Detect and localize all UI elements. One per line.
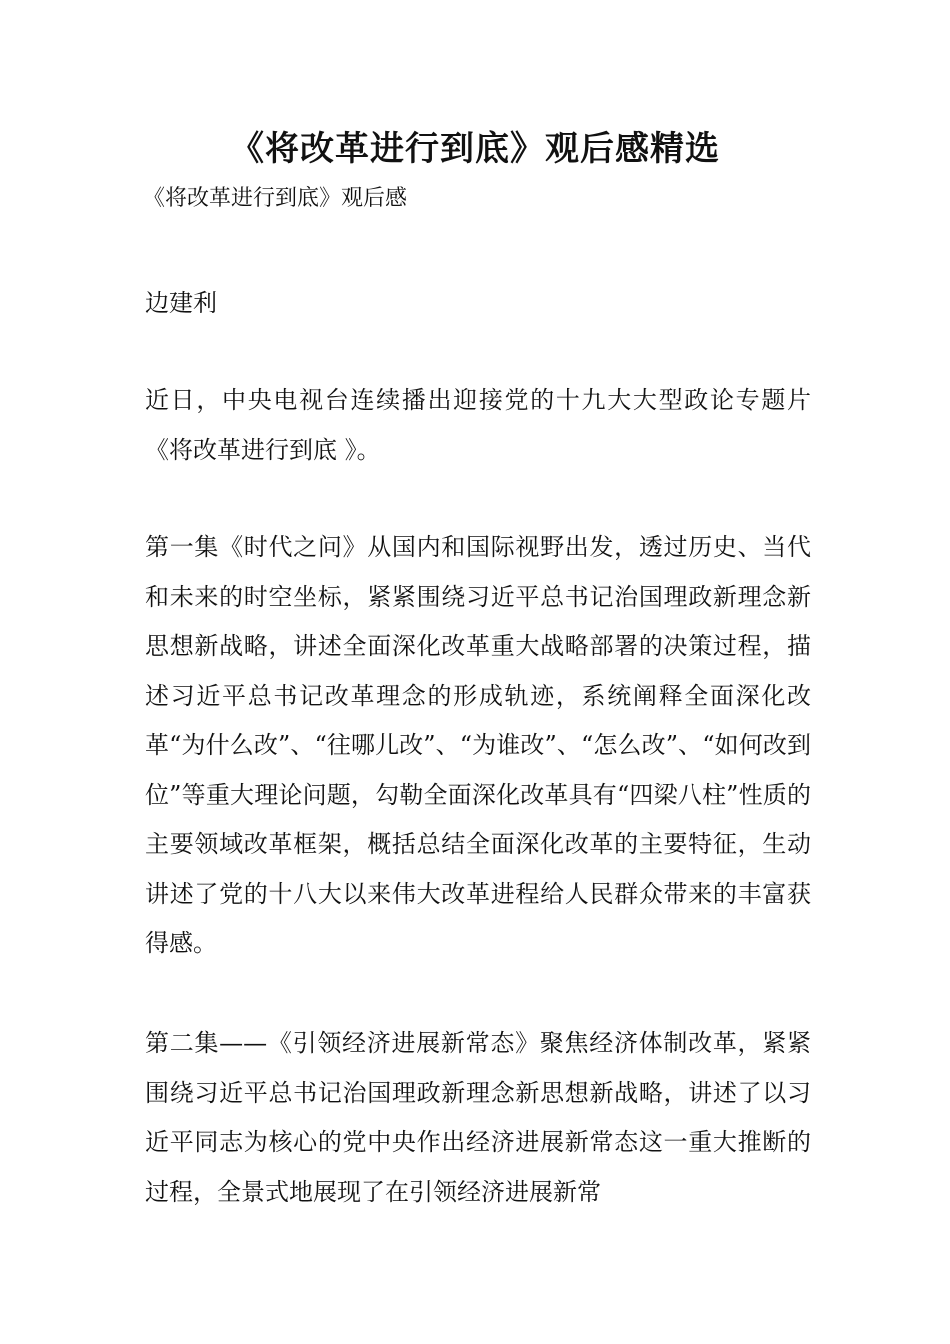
- paragraph-episode-two: 第二集——《引领经济进展新常态》聚焦经济体制改革，紧紧围绕习近平总书记治国理政新理念新思想新战略，讲述了以习近平同志为核心的党中央作出经济进展新常态这一重大推断的过程，全景式地展现了在引领经济进展新常: [145, 1029, 811, 1206]
- document-title: 《将改革进行到底》观后感精选: [230, 129, 720, 169]
- document-subtitle: 《将改革进行到底》观后感: [143, 186, 408, 211]
- author-name: 边建利: [145, 289, 217, 317]
- paragraph-episode-one: 第一集《时代之问》从国内和国际视野出发，透过历史、当代和未来的时空坐标，紧紧围绕习近平总书记治国理政新理念新思想新战略，讲述全面深化改革重大战略部署的决策过程，描述习近平总书记改革理念的形成轨迹，系统阐释全面深化改革“为什么改”、“往哪儿改”、“为谁改”、“怎么改”、“如何改到位”等重大理论问题，勾勒全面深化改革具有“四梁八柱”性质的主要领域改革框架，概括总结全面深化改革的主要特征，生动讲述了党的十八大以来伟大改革进程给人民群众带来的丰富获得感。: [145, 533, 811, 957]
- paragraph-intro: 近日，中央电视台连续播出迎接党的十九大大型政论专题片《将改革进行到底 》。: [145, 386, 811, 464]
